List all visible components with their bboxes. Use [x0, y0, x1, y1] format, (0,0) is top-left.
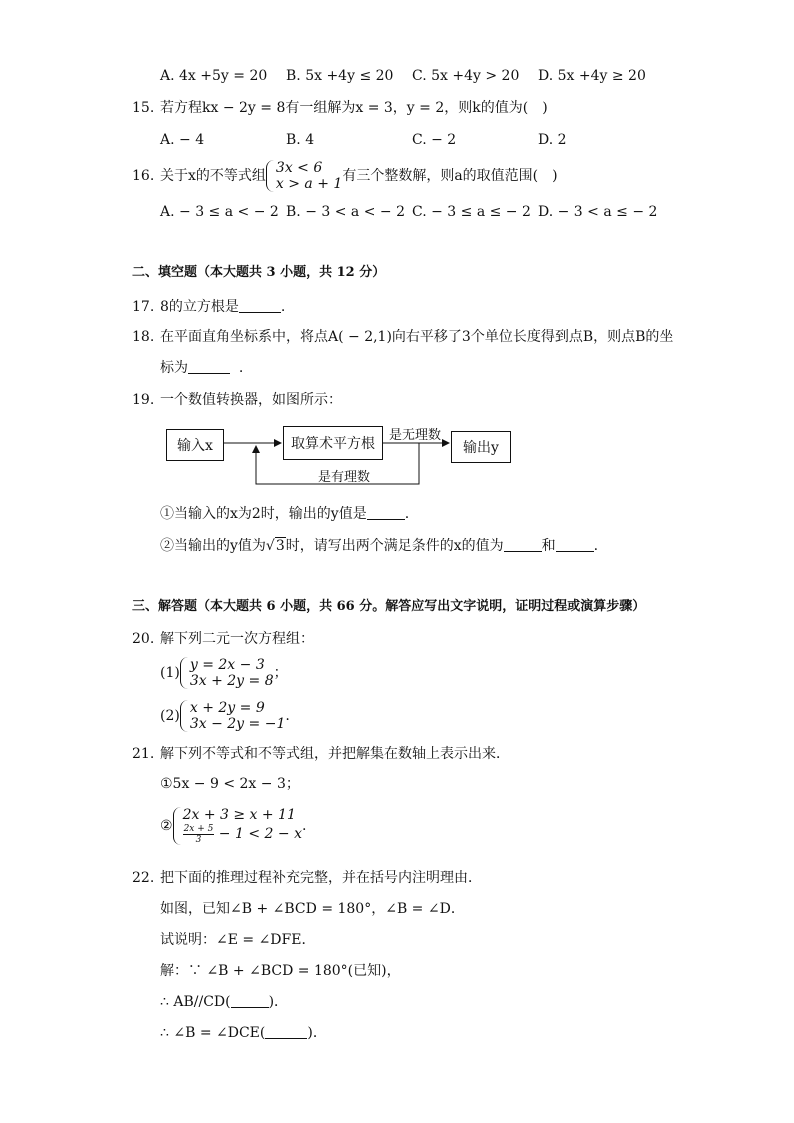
q19-sub2-and: 和 — [541, 538, 556, 554]
q15-stem: 若方程kx − 2y = 8有一组解为x = 3，y = 2，则k的值为( ) — [160, 100, 548, 116]
q15-number: 15. — [132, 100, 155, 116]
q21-part1: ①5x − 9 < 2x − 3； — [160, 776, 300, 792]
q21-p2-row-1: 2x + 3 ≥ x + 11 — [182, 807, 296, 823]
q20-p1-row-2: 3x + 2y = 8 — [189, 673, 274, 689]
q19-number: 19. — [132, 392, 155, 408]
q21-p2-frac-top: 2x + 5 — [183, 823, 214, 834]
q21-p2-frac-bot: 3 — [195, 834, 202, 845]
q16-stem-prefix: 关于x的不等式组 — [160, 168, 266, 184]
q21-p2-row-2-rest: − 1 < 2 − x — [214, 826, 302, 842]
q15-option-a: A. − 4 — [160, 132, 205, 148]
q16-stem-suffix: 有三个整数解，则a的取值范围( ) — [342, 168, 558, 184]
q20-p2-row-1: x + 2y = 9 — [189, 700, 265, 716]
q19-sub2-line — [160, 536, 598, 556]
q19-sub2-blank-1[interactable] — [504, 537, 542, 552]
q22-l4-post: )． — [268, 994, 289, 1010]
q21-p2-system — [173, 807, 302, 845]
q21-p2-row-2 — [183, 823, 302, 845]
q22-prove: 试说明：∠E = ∠DFE． — [160, 932, 316, 948]
q22-l5-pre: ∴ ∠B = ∠DCE( — [160, 1025, 266, 1041]
q20-p2-system — [180, 700, 286, 732]
q21-p2-label: ② — [160, 818, 173, 834]
q17-number: 17. — [132, 299, 155, 315]
diagram-irrational-label: 是无理数 — [389, 428, 442, 443]
q18-stem: 在平面直角坐标系中，将点A( − 2,1)向右平移了3个单位长度得到点B，则点B的坐 — [160, 329, 674, 345]
q19-sub1-line — [160, 504, 409, 524]
q20-p1-end: ； — [273, 665, 288, 681]
q15-option-c: C. − 2 — [412, 132, 457, 148]
q20-p1-label: (1) — [160, 665, 180, 681]
q20-p2-end: . — [285, 708, 290, 724]
q22-line — [132, 868, 482, 888]
q19-sub1-blank[interactable] — [367, 505, 405, 520]
q15-option-d: D. 2 — [538, 132, 567, 148]
q22-solution-step-3 — [160, 1023, 327, 1043]
q16-option-d: D. − 3 < a ≤ − 2 — [538, 204, 658, 220]
q14-option-c: C. 5x +4y > 20 — [412, 68, 520, 84]
section2-title: 二、填空题（本大题共 3 小题，共 12 分） — [132, 265, 386, 280]
q21-p2-end: . — [301, 818, 307, 834]
sqrt-symbol: √3 — [265, 538, 285, 554]
q21-line — [132, 744, 510, 764]
q15-option-b: B. 4 — [286, 132, 315, 148]
q20-line — [132, 629, 314, 649]
q14-option-d: D. 5x +4y ≥ 20 — [538, 68, 646, 84]
q19-sub2-end: . — [593, 538, 599, 554]
q22-given: 如图，已知∠B + ∠BCD = 180°，∠B = ∠D． — [160, 901, 465, 917]
q21-stem: 解下列不等式和不等式组，并把解集在数轴上表示出来． — [160, 746, 510, 762]
q20-p2-row-2: 3x − 2y = −1 — [189, 716, 286, 732]
q20-p1-row-1: y = 2x − 3 — [189, 657, 265, 673]
q17-end: . — [280, 299, 286, 315]
q22-solution-step-2 — [160, 992, 288, 1012]
q16-number: 16. — [132, 168, 155, 184]
q22-solution-step-1: 解：∵ ∠B + ∠BCD = 180°(已知)， — [160, 963, 401, 979]
q21-part2 — [160, 806, 306, 846]
q19-sub2-prefix: ②当输出的y值为 — [160, 538, 266, 554]
q18-end: . — [238, 360, 244, 376]
q16-system-row-1: 3x < 6 — [275, 160, 323, 176]
q21-p2-fraction — [183, 824, 215, 845]
q22-number: 22. — [132, 870, 155, 886]
q19-stem: 一个数值转换器，如图所示： — [160, 392, 342, 408]
q18-stem-2: 标为 — [160, 360, 188, 376]
q22-reason-blank-2[interactable] — [265, 1024, 307, 1039]
q16-option-c: C. − 3 ≤ a ≤ − 2 — [412, 204, 531, 220]
q19-sub2-root: 3 — [275, 538, 285, 554]
section3-title: 三、解答题（本大题共 6 小题，共 66 分。解答应写出文字说明，证明过程或演算步骤） — [132, 599, 646, 614]
q14-option-b: B. 5x +4y ≤ 20 — [286, 68, 394, 84]
q20-part2 — [160, 700, 290, 732]
q17-stem: 8的立方根是 — [160, 299, 239, 315]
diagram-rational-label: 是有理数 — [318, 470, 371, 485]
diagram-input-label: 输入x — [177, 438, 213, 454]
diagram-process-label: 取算术平方根 — [291, 436, 375, 452]
q20-part1 — [160, 657, 288, 689]
q20-stem: 解下列二元一次方程组： — [160, 631, 314, 647]
q20-p1-system — [180, 657, 274, 689]
q16-option-b: B. − 3 < a < − 2 — [286, 204, 405, 220]
q21-number: 21. — [132, 746, 155, 762]
q20-p2-label: (2) — [160, 708, 180, 724]
q19-sub2-mid: 时，请写出两个满足条件的x的值为 — [285, 538, 504, 554]
q16-system-row-2: x > a + 1 — [275, 176, 343, 192]
q14-option-a: A. 4x +5y = 20 — [160, 68, 268, 84]
q22-l5-post: )． — [307, 1025, 327, 1041]
q19-sub2-blank-2[interactable] — [556, 537, 594, 552]
q22-stem: 把下面的推理过程补充完整，并在括号内注明理由． — [160, 870, 482, 886]
q18-number: 18. — [132, 329, 155, 345]
q22-reason-blank-1[interactable] — [231, 993, 269, 1008]
diagram-output-label: 输出y — [463, 440, 499, 456]
q22-l4-pre: ∴ AB//CD( — [160, 994, 231, 1010]
q19-sub1: ①当输入的x为2时，输出的y值是 — [160, 506, 367, 522]
q16-option-a: A. − 3 ≤ a < − 2 — [160, 204, 279, 220]
q19-sub1-end: . — [404, 506, 410, 522]
q20-number: 20. — [132, 631, 155, 647]
